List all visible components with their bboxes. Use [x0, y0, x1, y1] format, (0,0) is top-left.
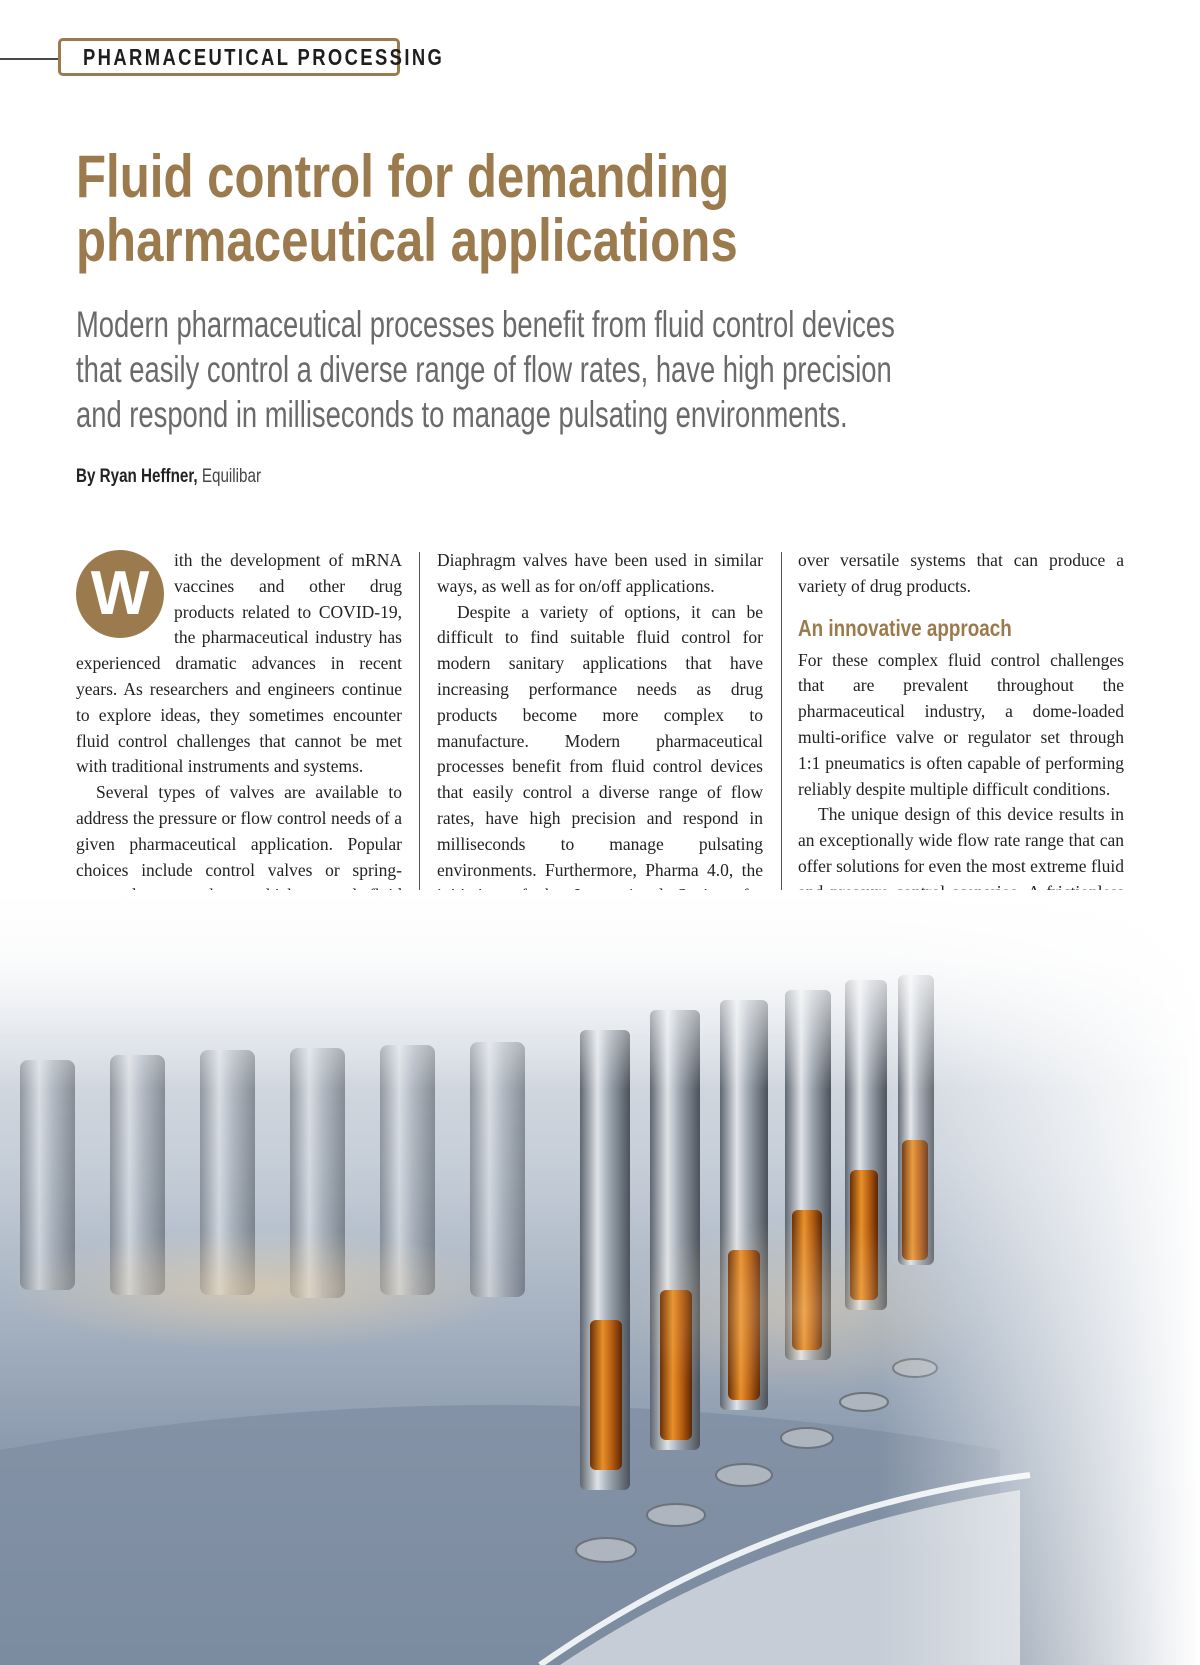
body-paragraph: Despite a variety of options, it can be difficult to find suitable fluid control for modern sanitary applications that have increasing performance needs as drug products become more complex to manufacture. Modern pharmaceutical processes benefit from fluid control devices that easily control a diverse range of flow rates, have high precision and respond in milliseconds to manage pulsating environments. Furthermore, Pharma 4.0, the: [437, 601, 763, 880]
deck: [76, 302, 905, 437]
body-paragraph: Diaphragm valves have been used in similar ways, as well as for on/off applications.: [437, 550, 763, 596]
byline-org: Equilibar: [201, 466, 262, 487]
body-paragraph: Several types of valves are available to address the pressure or flow control needs of a given pharmaceutical application. Popular choices include control valves or spring-: [76, 782, 402, 880]
section-tag: [58, 38, 445, 76]
headline-line-2: pharmaceutical applications: [76, 207, 738, 274]
byline: [76, 466, 261, 488]
photo-fade-overlay: [0, 890, 1200, 1090]
body-paragraph: over versatile systems that can produce a variety of drug products.: [798, 550, 1124, 596]
deck-line-2: that easily control a diverse range of flow rates, have high precision: [76, 349, 892, 390]
headline: [76, 145, 896, 273]
drop-cap: W: [76, 550, 164, 638]
headline-line-1: Fluid control for demanding: [76, 143, 730, 210]
body-paragraph: For these complex fluid control challenges that are prevalent throughout the pharmaceutical industry, a dome-loaded multi-orifice valve or regulator set through 1:1 pneumatics is often capable of performing reliably despite multiple difficult conditions.: [798, 649, 1124, 799]
deck-line-3: and respond in milliseconds to manage pulsating environments.: [76, 394, 848, 435]
subhead: An innovative approach: [798, 614, 1012, 641]
section-label: PHARMACEUTICAL PROCESSING: [83, 43, 445, 70]
section-rule: [0, 58, 60, 60]
deck-line-1: Modern pharmaceutical processes benefit from fluid control devices: [76, 304, 895, 345]
byline-author: By Ryan Heffner,: [76, 466, 198, 487]
body-paragraph: The unique design of this device results in an exceptionally wide flow rate range that can offer solutions for even the most extreme fluid: [798, 804, 1124, 876]
body-paragraph: ith the development of mRNA vaccines and other drug products related to COVID-19, the pharmaceutical industry has experienced dramatic advances in recent years. As researchers and engineers continue to explore ideas, they sometimes encounter fluid control challenges that cannot be met with traditional instruments and systems.: [76, 550, 402, 777]
body-column-3: [798, 548, 1124, 931]
